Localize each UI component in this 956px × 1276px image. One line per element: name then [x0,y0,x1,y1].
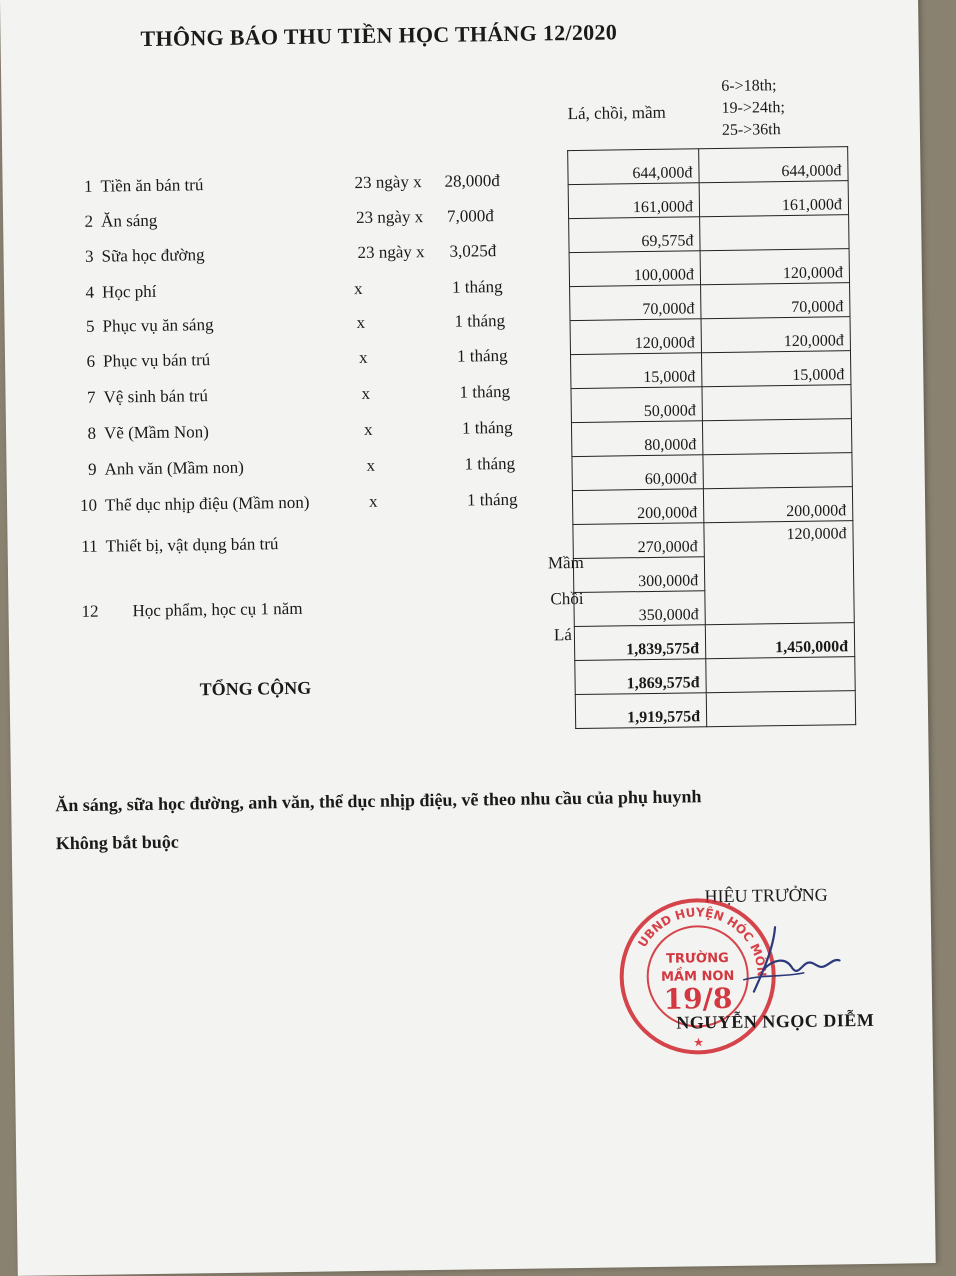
total-cell: 1,869,575đ [575,659,706,695]
amount-cell: 120,000đ [704,521,854,625]
table-row [569,215,849,253]
level-label-mam: Mầm [547,552,584,573]
fee-amounts-table [567,146,856,729]
total-cell: 1,839,575đ [574,625,705,661]
total-cell: 1,450,000đ [705,623,854,659]
table-row [571,385,851,423]
principal-title: HIỆU TRƯỞNG [704,884,828,907]
total-label: TỔNG CỘNG [199,677,312,700]
notice-paper: THÔNG BÁO THU TIỀN HỌC THÁNG 12/2020 Lá, chồi, mầm 6->18th; 19->24th; 25->36th 1 Tiền ăn bán trú 23 ngày x 28,000đ 2 Ăn sáng 23 ngày x 7,000đ 3 Sữa học đường 23 ngày x 3,025đ 4 Học phí x 1 tháng 5 Phục vụ ăn sáng x 1 tháng 6 Phục vụ bán trú x 1 tháng 7 Vệ sinh bán trú x 1 tháng 8 Vẽ (Mầm Non) x 1 tháng 9 Anh văn (Mầm non) x 1 tháng 10 Thể dục nhịp điệu (Mầm non) x 1 tháng 11 Thiết bị, vật dụng bán trú 12 Học phẩm, học cụ 1 năm Mầm Chồi Lá 644,000đ 644,000đ 161,000đ 161,000đ 69,575đ 100,000đ 120,000đ 70,000đ 70,000đ 120,000đ 120,000đ 15,000đ 15,000đ 50,000đ 80,000đ 60,000đ 200,000đ 200,000đ 270,000đ 120,000đ 300,000đ 350,000đ 1,839,575đ 1,450,000đ 1,869,575đ 1,919,575đ TỔNG CỘNG Ăn sáng, sữa học đường, anh văn, thể dục nhịp điệu, vẽ theo nhu cầu của phụ huynh Không bắt buộc HIỆU TRƯỞNG UBND HUYỆN HÓC MÔN TRƯỜNG MẦM NON 19/8 ★ NGUYỄN NGỌC DIỄM [0,0,936,1276]
empty-cell [706,691,855,727]
amount-cell: 50,000đ [571,387,702,423]
amount-cell: 161,000đ [568,183,699,219]
stamp-line-3: 19/8 [663,981,733,1016]
table-row-total [575,657,855,695]
amount-cell: 120,000đ [700,249,849,285]
amount-cell [703,453,852,489]
amount-cell [702,419,851,455]
amount-cell: 270,000đ [573,523,704,559]
level-label-choi: Chồi [550,588,584,609]
stamp-line-2: MẦM NON [660,968,735,985]
table-row [569,249,849,287]
table-row [568,147,848,185]
column-header-all-levels: Lá, chồi, mầm [567,102,666,124]
amount-cell [700,215,849,251]
amount-cell: 70,000đ [701,283,850,319]
amount-cell: 644,000đ [568,149,699,185]
amount-cell: 120,000đ [701,317,850,353]
age-range-line: 19->24th; [721,99,785,117]
column-header-age-ranges [721,75,785,142]
stamp-star-icon: ★ [693,1035,705,1050]
principal-name: NGUYỄN NGỌC DIỄM [676,1009,875,1033]
level-label-la: Lá [553,625,572,645]
amount-cell: 15,000đ [571,353,702,389]
amount-cell: 70,000đ [570,285,701,321]
amount-cell: 200,000đ [572,489,703,525]
amount-cell: 100,000đ [569,251,700,287]
table-row [570,283,850,321]
table-row-total [575,691,855,729]
optional-services-note: Ăn sáng, sữa học đường, anh văn, thể dục nhịp điệu, vẽ theo nhu cầu của phụ huynh [55,786,702,816]
amount-cell: 350,000đ [574,591,705,627]
amount-cell: 69,575đ [569,217,700,253]
amount-cell: 60,000đ [572,455,703,491]
stamp-line-1: TRƯỜNG [666,950,729,967]
table-row [572,487,852,525]
not-mandatory-note: Không bắt buộc [55,831,179,854]
total-cell: 1,919,575đ [575,693,706,729]
amount-cell [702,385,851,421]
age-range-line: 6->18th; [721,77,777,95]
page-title: THÔNG BÁO THU TIỀN HỌC THÁNG 12/2020 [140,19,618,52]
amount-cell: 120,000đ [570,319,701,355]
empty-cell [706,657,855,693]
amount-cell: 15,000đ [701,351,850,387]
table-row [573,521,853,559]
table-row [570,317,850,355]
stamp-ring-text: UBND HUYỆN HÓC MÔN [635,905,769,978]
table-row [571,351,851,389]
amount-cell: 80,000đ [571,421,702,457]
table-row [572,453,852,491]
age-range-line: 25->36th [721,121,781,139]
amount-cell: 644,000đ [699,147,848,183]
amount-cell: 200,000đ [703,487,852,523]
table-row [568,181,848,219]
principal-signature [713,918,844,1000]
amount-cell: 161,000đ [699,181,848,217]
table-row-total [574,623,854,661]
amount-cell: 300,000đ [573,557,704,593]
table-row [571,419,851,457]
